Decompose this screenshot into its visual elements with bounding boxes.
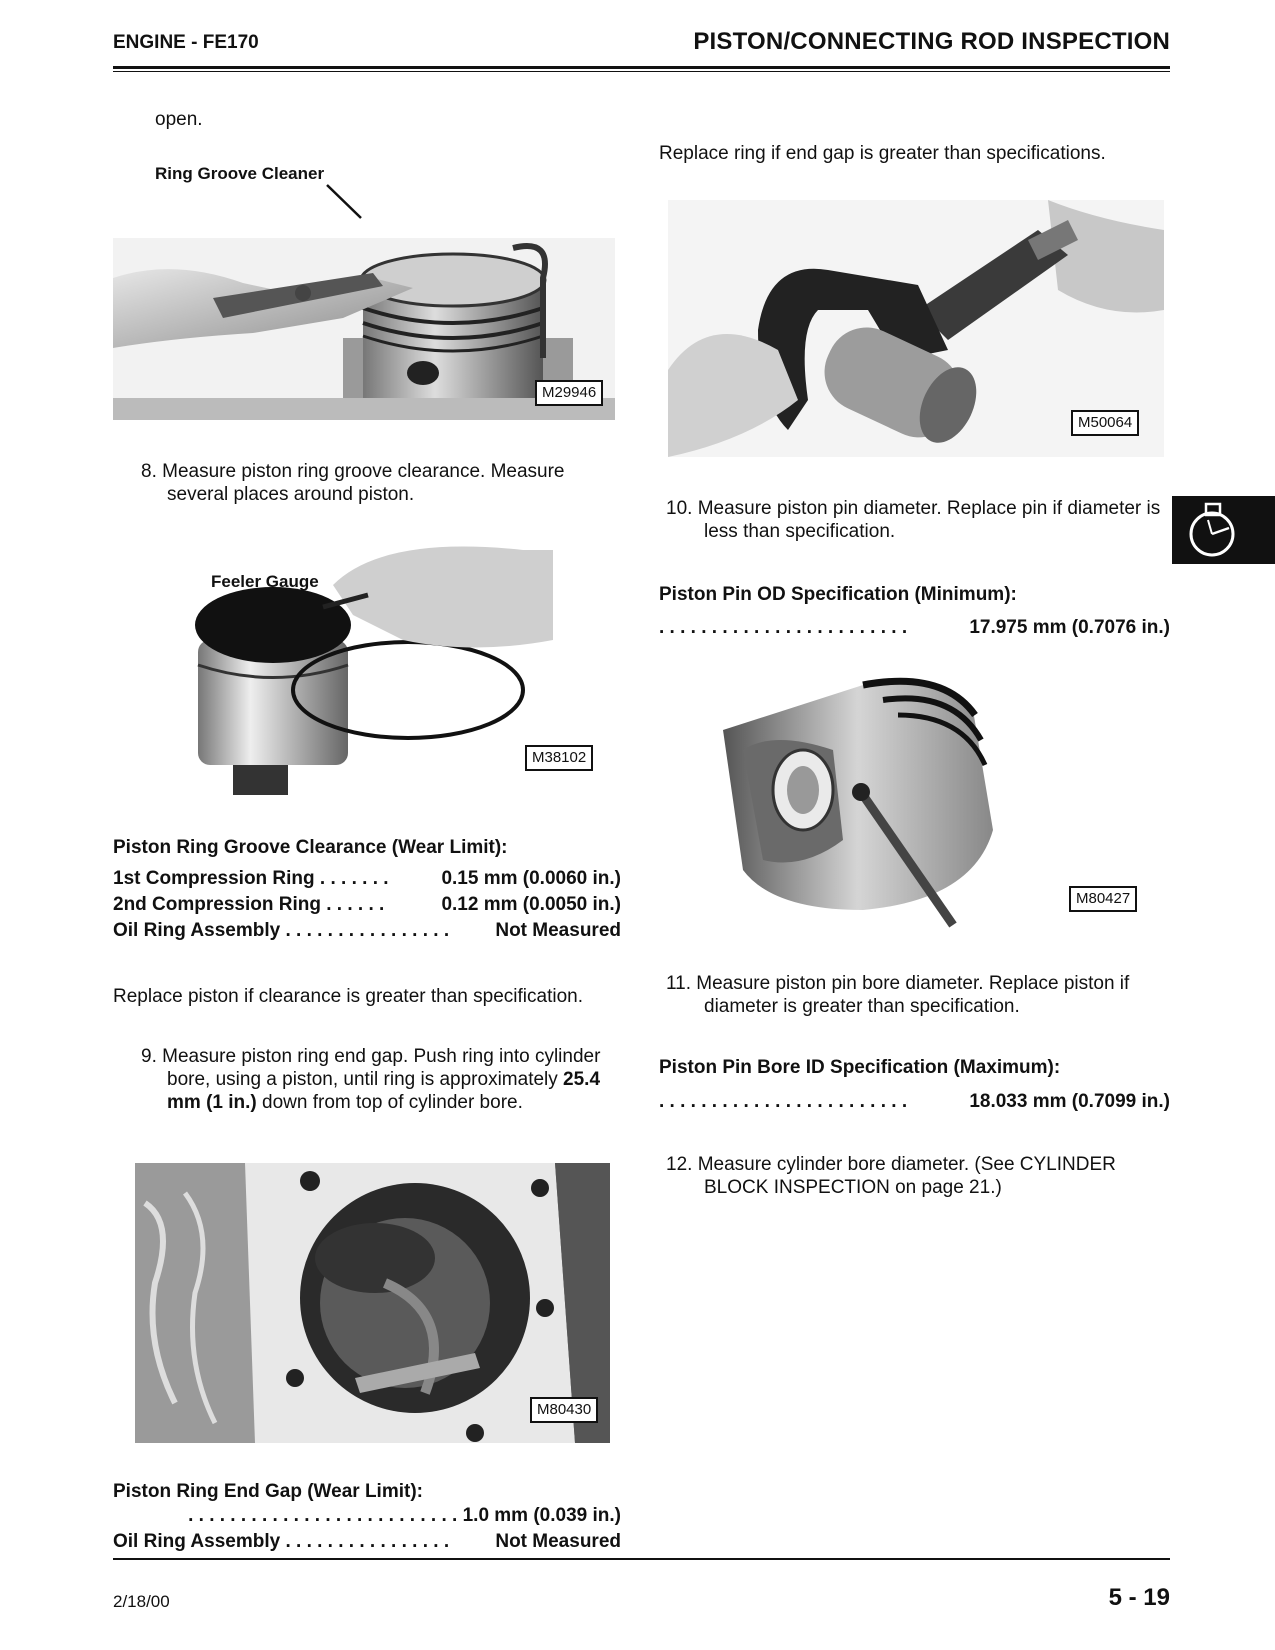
- spec-leader: . . . . . . . . . . . . . . . . . . . . . . . .: [659, 1091, 908, 1112]
- figure-id-m29946: M29946: [535, 380, 603, 406]
- replace-piston-text: Replace piston if clearance is greater than specification.: [113, 986, 583, 1007]
- groove-spec-title: Piston Ring Groove Clearance (Wear Limit):: [113, 837, 508, 858]
- replace-ring-text: Replace ring if end gap is greater than specifications.: [659, 143, 1106, 164]
- figure-piston-pin-bore: [713, 670, 1003, 930]
- figure-id-m50064: M50064: [1071, 410, 1139, 436]
- header-rule-thin: [113, 71, 1170, 72]
- step-10: [664, 497, 1184, 543]
- step-11-text: 11. Measure piston pin bore diameter. Replace piston if diameter is greater than specification.: [666, 973, 1130, 1017]
- spec-value: Not Measured: [495, 920, 621, 941]
- spec-leader: . . . . . .: [320, 894, 385, 915]
- spec-name: Oil Ring Assembly: [113, 920, 281, 941]
- continued-text: open.: [155, 109, 203, 130]
- spec-name: 2nd Compression Ring: [113, 894, 321, 915]
- step-9: [127, 1045, 621, 1114]
- spec-name: 1st Compression Ring: [113, 868, 315, 889]
- figure-id-m80427: M80427: [1069, 886, 1137, 912]
- pin-bore-spec-row: [659, 1091, 1170, 1113]
- figure-id-m80430: M80430: [530, 1397, 598, 1423]
- pin-bore-spec-title: Piston Pin Bore ID Specification (Maximum):: [659, 1057, 1061, 1078]
- spec-leader: . . . . . . . . . . . . . . . . . . . . . . . . . .: [188, 1505, 458, 1526]
- spec-value: 18.033 mm (0.7099 in.): [969, 1091, 1170, 1112]
- spec-leader: . . . . . . .: [314, 868, 389, 889]
- callout-line: [325, 183, 365, 223]
- pin-od-spec-title: Piston Pin OD Specification (Minimum):: [659, 584, 1017, 605]
- figure-id-m38102: M38102: [525, 745, 593, 771]
- engine-stopwatch-icon: [1172, 496, 1275, 564]
- header-rule: [113, 66, 1170, 69]
- spec-value: 0.12 mm (0.0050 in.): [441, 894, 621, 915]
- spec-row: [113, 920, 621, 942]
- spec-leader: . . . . . . . . . . . . . . . . . . . . . . . .: [659, 617, 908, 638]
- callout-feeler-gauge: Feeler Gauge: [211, 572, 319, 591]
- step-9-measurement: 25.4 mm (1 in.): [167, 1069, 601, 1113]
- spec-row: [113, 1531, 621, 1553]
- callout-ring-groove-cleaner: Ring Groove Cleaner: [155, 164, 325, 183]
- step-9-text: [127, 1045, 621, 1114]
- page-title: PISTON/CONNECTING ROD INSPECTION: [693, 28, 1170, 55]
- page-number: 5 - 19: [1108, 1584, 1170, 1611]
- footer-rule: [113, 1558, 1170, 1560]
- spec-row: [113, 868, 621, 890]
- step-9-part: down from top of cylinder bore.: [256, 1092, 523, 1113]
- spec-leader: . . . . . . . . . . . . . . . .: [280, 1531, 450, 1552]
- footer-date: 2/18/00: [113, 1592, 170, 1611]
- endgap-spec-title: Piston Ring End Gap (Wear Limit):: [113, 1481, 423, 1502]
- spec-leader: . . . . . . . . . . . . . . . .: [280, 920, 450, 941]
- step-10-text: 10. Measure piston pin diameter. Replace pin if diameter is less than specification.: [666, 498, 1161, 542]
- spec-value: Not Measured: [495, 1531, 621, 1552]
- spec-value: 17.975 mm (0.7076 in.): [969, 617, 1170, 638]
- step-9-part: 9. Measure piston ring end gap. Push ring into cylinder bore, using a piston, until ring is approximately: [141, 1046, 601, 1090]
- step-8-text: 8. Measure piston ring groove clearance. Measure several places around piston.: [141, 461, 565, 505]
- spec-value: 1.0 mm (0.039 in.): [462, 1505, 621, 1526]
- header-section: ENGINE - FE170: [113, 32, 259, 53]
- spec-row: [113, 894, 621, 916]
- section-tab: [1172, 496, 1275, 564]
- groove-spec-table: [113, 868, 621, 942]
- step-11: [664, 972, 1184, 1018]
- endgap-spec-table: [113, 1505, 621, 1553]
- pin-od-spec-row: [659, 617, 1170, 639]
- spec-value: 0.15 mm (0.0060 in.): [441, 868, 621, 889]
- spec-row: [113, 1505, 621, 1527]
- spec-name: Oil Ring Assembly: [113, 1531, 281, 1552]
- step-12-text: 12. Measure cylinder bore diameter. (See CYLINDER BLOCK INSPECTION on page 21.): [666, 1154, 1116, 1198]
- step-12: [664, 1153, 1184, 1199]
- callout-line: [298, 590, 350, 640]
- step-8: [127, 460, 615, 506]
